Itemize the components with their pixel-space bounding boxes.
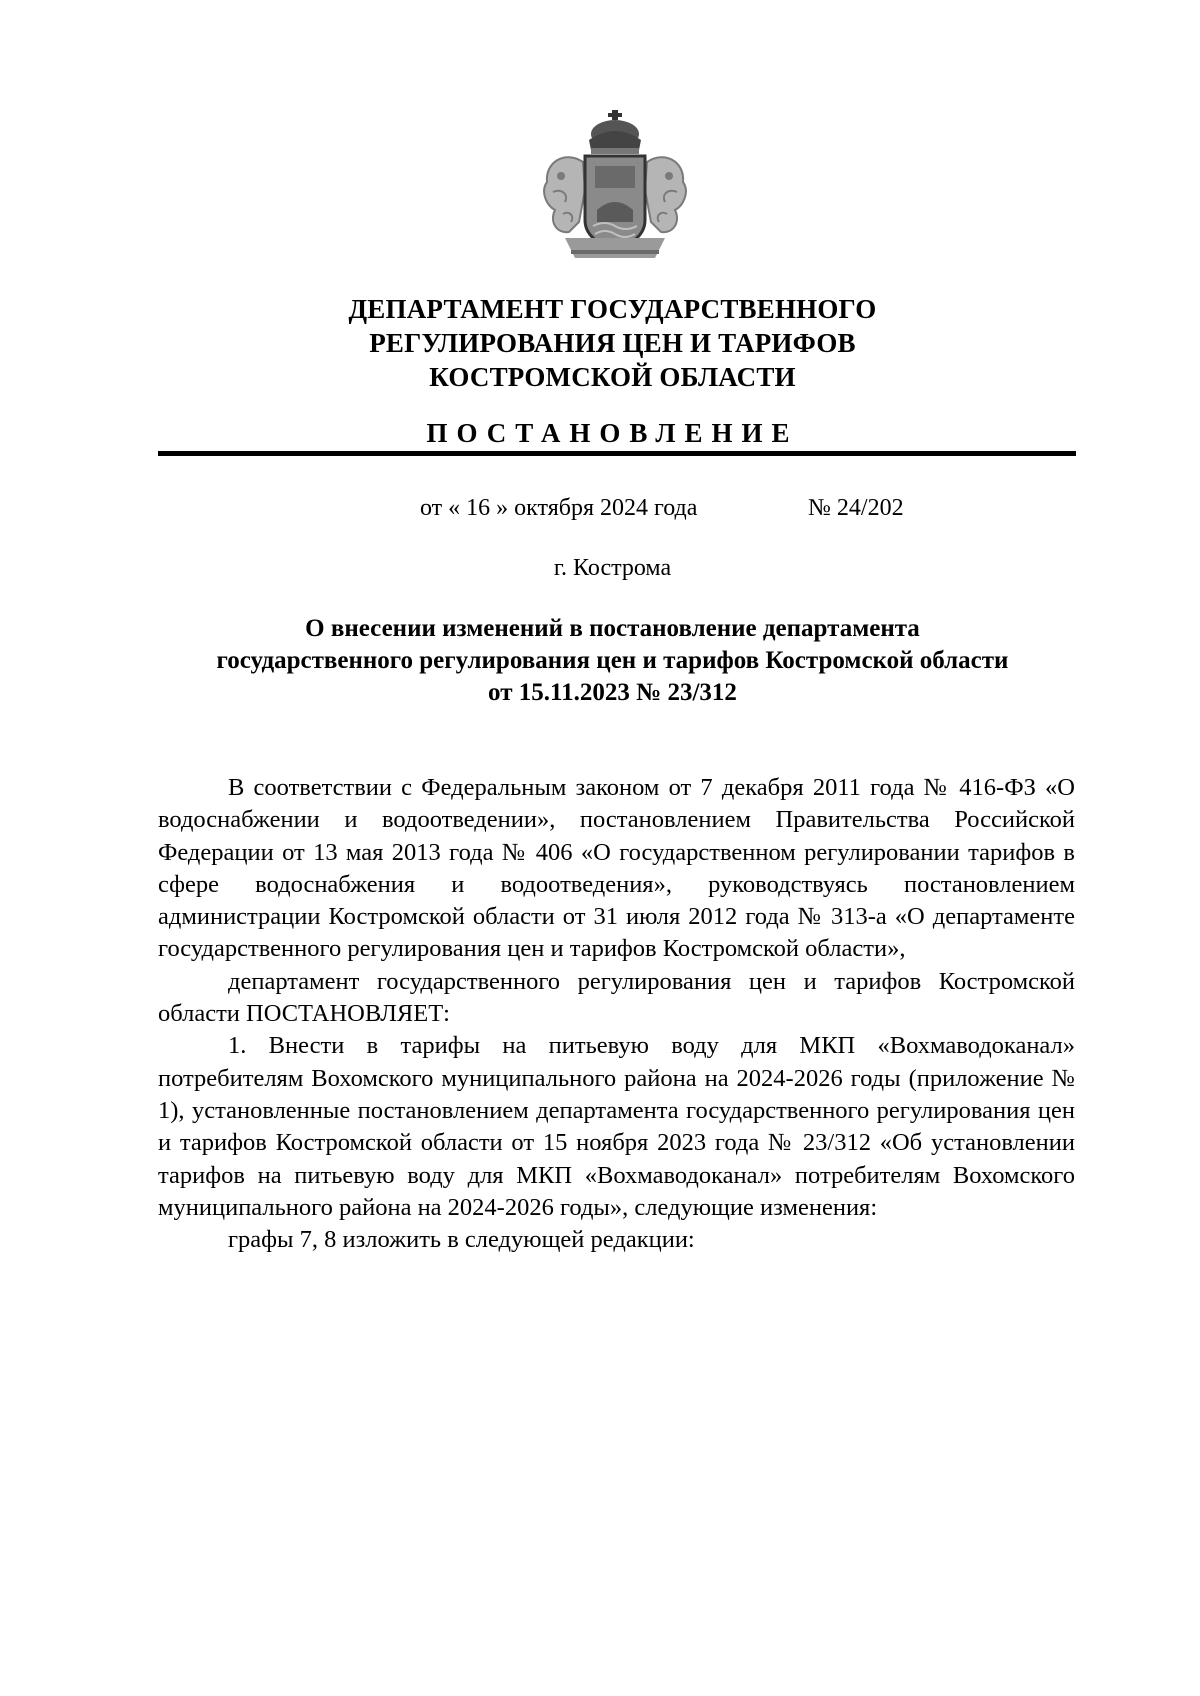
subject-line-3: от 15.11.2023 № 23/312 xyxy=(488,679,737,706)
document-date: от « 16 » октября 2024 года xyxy=(420,495,698,521)
header-divider xyxy=(158,451,1076,456)
document-subject xyxy=(150,613,1075,709)
left-lion-icon xyxy=(544,157,585,232)
coat-of-arms-icon xyxy=(535,110,695,260)
department-title-line-2: РЕГУЛИРОВАНИЯ ЦЕН И ТАРИФОВ xyxy=(369,328,856,358)
document-body xyxy=(158,772,1075,1256)
department-title-line-1: ДЕПАРТАМЕНТ ГОСУДАРСТВЕННОГО xyxy=(348,294,877,324)
crown-icon xyxy=(589,110,641,154)
body-paragraph-2: департамент государственного регулирования цен и тарифов Костромской области ПОСТАНОВЛЯЕТ: xyxy=(158,967,1075,1028)
body-paragraph-3: 1. Внести в тарифы на питьевую воду для МКП «Вохмаводоканал» потребителям Вохомского муниципального района на 2024-2026 годы (приложение № 1), установленные постановлением департамента государственного регулирования цен и тарифов Костромской области от 15 ноября 2023 года № 23/312 «Об установлении тарифов на питьевую воду для МКП «Вохмаводоканал» потребителям Вохомского муниципального района на 2024-2026 годы», следующие изменения: xyxy=(158,1032,1075,1221)
base-icon xyxy=(565,238,665,258)
document-number: № 24/202 xyxy=(808,495,904,521)
body-paragraph-4: графы 7, 8 изложить в следующей редакции: xyxy=(228,1226,695,1254)
department-title-line-3: КОСТРОМСКОЙ ОБЛАСТИ xyxy=(429,362,796,392)
document-city: г. Кострома xyxy=(553,555,672,581)
subject-line-1: О внесении изменений в постановление департамента xyxy=(305,615,920,642)
right-lion-icon xyxy=(645,157,686,232)
subject-line-2: государственного регулирования цен и тарифов Костромской области xyxy=(216,647,1009,674)
document-type: ПОСТАНОВЛЕНИЕ xyxy=(426,418,799,448)
body-paragraph-1: В соответствии с Федеральным законом от 7 декабря 2011 года № 416-ФЗ «О водоснабжении и водоотведении», постановлением Правительства Российской Федерации от 13 мая 2013 года № 406 «О государственном регулировании тарифов в сфере водоснабжения и водоотведения», руководствуясь постановлением администрации Костромской области от 31 июля 2012 года № 313-а «О департаменте государственного регулирования цен и тарифов Костромской области», xyxy=(158,774,1075,963)
department-title xyxy=(150,292,1075,394)
shield-icon xyxy=(585,156,645,250)
